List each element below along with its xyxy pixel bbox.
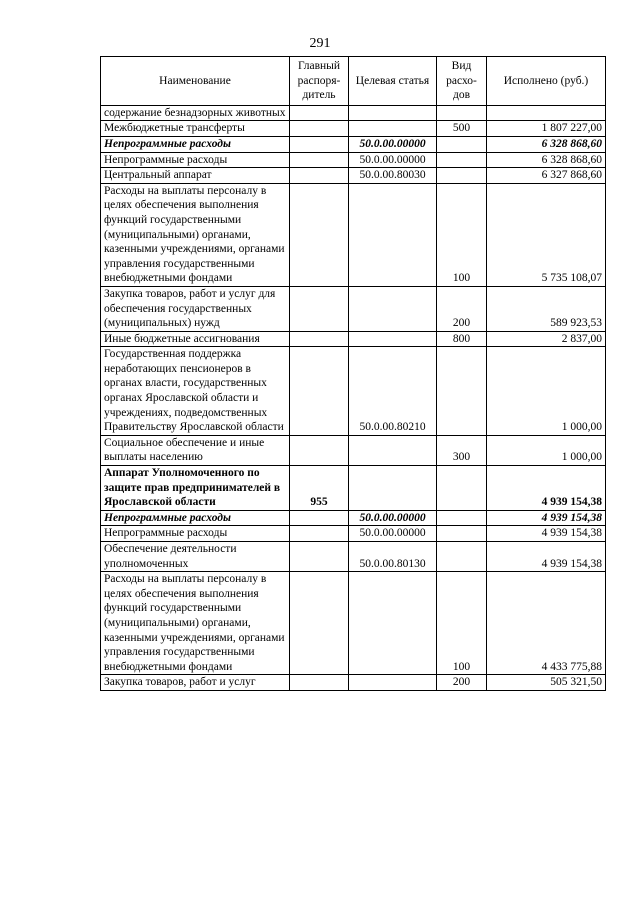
cell-amount: 1 000,00 [487, 347, 606, 436]
cell-name: Закупка товаров, работ и услуг для обеспечения государственных (муниципальных) нужд [101, 286, 290, 331]
table-row [101, 675, 606, 691]
cell-name: Закупка товаров, работ и услуг [101, 675, 290, 691]
cell-admin [290, 168, 349, 184]
table-row [101, 105, 606, 121]
cell-amount: 589 923,53 [487, 286, 606, 331]
cell-name: Межбюджетные трансферты [101, 121, 290, 137]
cell-target [349, 675, 437, 691]
table-row [101, 542, 606, 572]
cell-target [349, 331, 437, 347]
table-header-row [101, 57, 606, 106]
cell-target: 50.0.00.80210 [349, 347, 437, 436]
cell-admin [290, 121, 349, 137]
header-name: Наименование [101, 57, 290, 106]
cell-name: Иные бюджетные ассигнования [101, 331, 290, 347]
table-row [101, 572, 606, 675]
cell-name: Центральный аппарат [101, 168, 290, 184]
cell-expense: 300 [437, 435, 487, 465]
cell-target [349, 466, 437, 511]
table-row [101, 466, 606, 511]
header-target: Целевая статья [349, 57, 437, 106]
table-row [101, 331, 606, 347]
cell-expense [437, 136, 487, 152]
cell-admin [290, 526, 349, 542]
cell-target [349, 121, 437, 137]
header-expense: Вид расхо-дов [437, 57, 487, 106]
cell-admin: 955 [290, 466, 349, 511]
cell-expense [437, 168, 487, 184]
cell-admin [290, 105, 349, 121]
cell-amount: 6 327 868,60 [487, 168, 606, 184]
cell-name: Государственная поддержка неработающих пенсионеров в органах власти, государственных органах Ярославской области и учреждениях, подведомственных Правительству Ярославской области [101, 347, 290, 436]
budget-execution-table [100, 56, 606, 691]
cell-amount: 5 735 108,07 [487, 183, 606, 286]
cell-expense [437, 105, 487, 121]
cell-expense [437, 542, 487, 572]
cell-name: Непрограммные расходы [101, 510, 290, 526]
cell-name: содержание безнадзорных животных [101, 105, 290, 121]
cell-admin [290, 510, 349, 526]
header-admin: Главный распоря-дитель [290, 57, 349, 106]
table-row [101, 526, 606, 542]
table-row [101, 136, 606, 152]
table-row [101, 286, 606, 331]
table-row [101, 347, 606, 436]
cell-name: Аппарат Уполномоченного по защите прав предпринимателей в Ярославской области [101, 466, 290, 511]
cell-amount: 4 939 154,38 [487, 510, 606, 526]
cell-target [349, 572, 437, 675]
cell-target: 50.0.00.00000 [349, 526, 437, 542]
cell-admin [290, 331, 349, 347]
cell-amount: 505 321,50 [487, 675, 606, 691]
cell-admin [290, 136, 349, 152]
cell-admin [290, 435, 349, 465]
cell-expense: 100 [437, 572, 487, 675]
cell-name: Социальное обеспечение и иные выплаты населению [101, 435, 290, 465]
cell-target [349, 105, 437, 121]
cell-amount: 2 837,00 [487, 331, 606, 347]
cell-expense [437, 526, 487, 542]
cell-expense [437, 347, 487, 436]
cell-name: Обеспечение деятельности уполномоченных [101, 542, 290, 572]
cell-target: 50.0.00.00000 [349, 510, 437, 526]
cell-name: Непрограммные расходы [101, 526, 290, 542]
cell-expense: 100 [437, 183, 487, 286]
cell-amount [487, 105, 606, 121]
cell-admin [290, 542, 349, 572]
cell-expense: 200 [437, 675, 487, 691]
cell-name: Расходы на выплаты персоналу в целях обеспечения выполнения функций государственными (муниципальными) органами, казенными учреждениями, органами управления государственными внебюджетными фондами [101, 572, 290, 675]
cell-amount: 4 939 154,38 [487, 526, 606, 542]
cell-name: Непрограммные расходы [101, 136, 290, 152]
table-row [101, 510, 606, 526]
cell-amount: 1 807 227,00 [487, 121, 606, 137]
table-row [101, 435, 606, 465]
cell-amount: 1 000,00 [487, 435, 606, 465]
table-row [101, 168, 606, 184]
cell-admin [290, 572, 349, 675]
cell-target: 50.0.00.80130 [349, 542, 437, 572]
cell-expense [437, 152, 487, 168]
cell-name: Непрограммные расходы [101, 152, 290, 168]
page-number: 291 [309, 36, 331, 51]
header-amount: Исполнено (руб.) [487, 57, 606, 106]
cell-admin [290, 347, 349, 436]
cell-expense: 500 [437, 121, 487, 137]
cell-target: 50.0.00.80030 [349, 168, 437, 184]
cell-amount: 4 433 775,88 [487, 572, 606, 675]
cell-admin [290, 286, 349, 331]
cell-expense [437, 510, 487, 526]
cell-target [349, 435, 437, 465]
cell-target: 50.0.00.00000 [349, 152, 437, 168]
cell-admin [290, 183, 349, 286]
cell-amount: 4 939 154,38 [487, 542, 606, 572]
cell-amount: 6 328 868,60 [487, 136, 606, 152]
cell-expense: 200 [437, 286, 487, 331]
table-row [101, 152, 606, 168]
table-row [101, 183, 606, 286]
table-body [101, 105, 606, 690]
cell-amount: 4 939 154,38 [487, 466, 606, 511]
cell-target [349, 286, 437, 331]
cell-target [349, 183, 437, 286]
cell-expense: 800 [437, 331, 487, 347]
table-row [101, 121, 606, 137]
cell-target: 50.0.00.00000 [349, 136, 437, 152]
cell-name: Расходы на выплаты персоналу в целях обеспечения выполнения функций государственными (муниципальными) органами, казенными учреждениями, органами управления государственными внебюджетными фондами [101, 183, 290, 286]
cell-admin [290, 152, 349, 168]
cell-expense [437, 466, 487, 511]
cell-admin [290, 675, 349, 691]
cell-amount: 6 328 868,60 [487, 152, 606, 168]
